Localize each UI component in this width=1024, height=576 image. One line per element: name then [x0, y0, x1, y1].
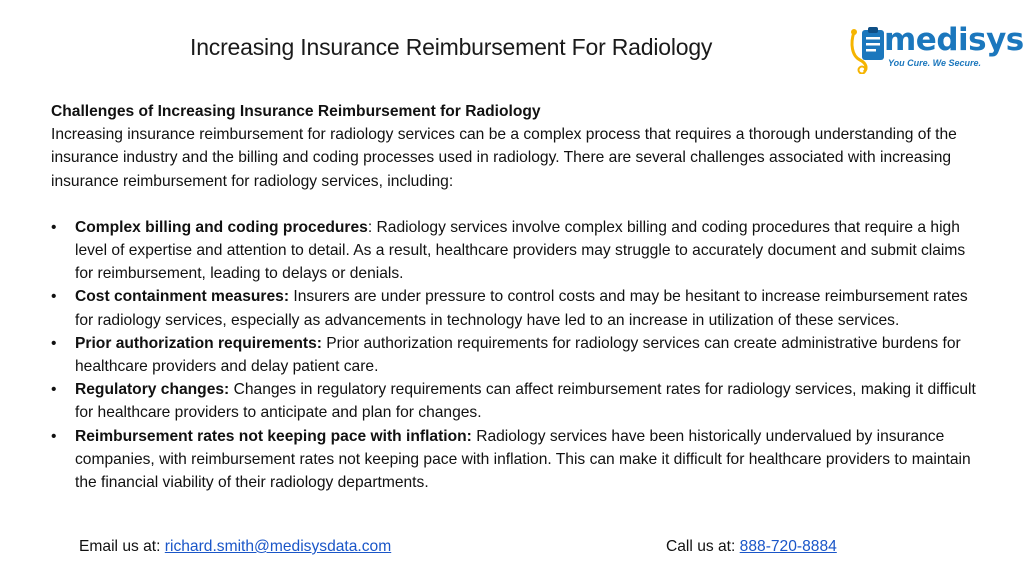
main-content: [51, 100, 986, 494]
list-item: [51, 285, 986, 331]
medisys-logo: [848, 22, 1024, 74]
bullet-text: Insurers are under pressure to control costs and may be hesitant to increase reimbursement rates for radiology services, especially as advancements in technology have led to an increase in utilization of these services.: [75, 288, 968, 329]
bullet-text: Changes in regulatory requirements can affect reimbursement rates for radiology services, making it difficult for healthcare providers to anticipate and plan for changes.: [75, 381, 976, 422]
bullet-term: Complex billing and coding procedures: [75, 218, 368, 236]
email-contact: [79, 538, 391, 556]
section-heading: Challenges of Increasing Insurance Reimbursement for Radiology: [51, 103, 541, 120]
intro-paragraph: Increasing insurance reimbursement for radiology services can be a complex process that requires a thorough understanding of the insurance industry and the billing and coding processes used in radiology. There are several challenges associated with increasing insurance reimbursement for radiology services, including:: [51, 126, 957, 190]
bullet-term: Reimbursement rates not keeping pace with inflation:: [75, 427, 472, 445]
challenge-list: [51, 216, 986, 494]
bullet-icon: •: [51, 288, 57, 306]
bullet-text: Prior authorization requirements for radiology services can create administrative burdens for healthcare providers and delay patient care.: [75, 334, 961, 376]
logo-tagline: You Cure. We Secure.: [888, 58, 982, 68]
bullet-separator: :: [367, 218, 377, 236]
email-label: Email us at:: [79, 538, 165, 555]
bullet-icon: •: [51, 334, 57, 352]
page-title: Increasing Insurance Reimbursement For Radiology: [190, 34, 713, 60]
logo-wordmark: medisys: [884, 22, 1024, 58]
bullet-term: Regulatory changes:: [75, 381, 230, 399]
phone-link[interactable]: 888-720-8884: [739, 538, 837, 555]
bullet-icon: •: [51, 218, 57, 236]
bullet-term: Prior authorization requirements:: [75, 334, 322, 352]
phone-contact: [666, 538, 837, 556]
bullet-text: Radiology services have been historically undervalued by insurance companies, with reimbursement rates not keeping pace with inflation. This can make it difficult for healthcare providers to maintain the financial viability of their radiology departments.: [75, 427, 971, 492]
email-link[interactable]: richard.smith@medisysdata.com: [164, 538, 392, 555]
bullet-icon: •: [51, 427, 57, 445]
phone-label: Call us at:: [666, 538, 740, 555]
list-item: [51, 216, 986, 286]
bullet-term: Cost containment measures:: [75, 288, 290, 306]
list-item: [51, 378, 986, 424]
list-item: [51, 425, 986, 495]
bullet-icon: •: [51, 381, 57, 399]
list-item: [51, 332, 986, 378]
bullet-text: Radiology services involve complex billing and coding procedures that require a high level of expertise and attention to detail. As a result, healthcare providers may struggle to accurately document and submit claims for reimbursement, leading to delays or denials.: [75, 218, 966, 283]
